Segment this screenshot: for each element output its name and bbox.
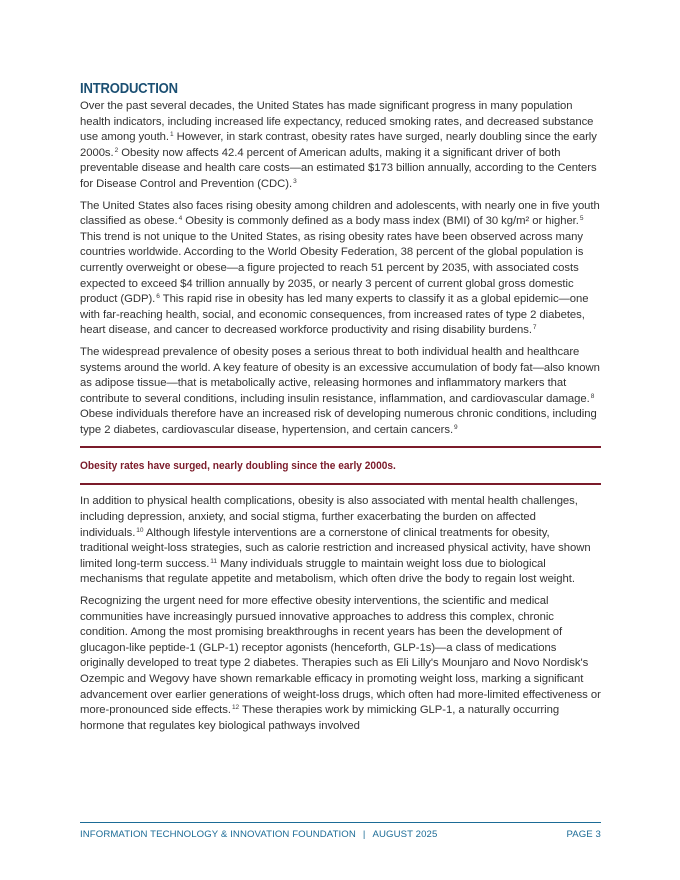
footer-left — [80, 829, 437, 840]
footnote-ref[interactable]: 5 — [579, 215, 584, 223]
paragraphs-after — [80, 494, 601, 734]
pullquote-text: Obesity rates have surged, nearly doubling since the early 2000s. — [80, 460, 396, 473]
footnote-ref[interactable]: 4 — [178, 215, 183, 223]
paragraph-text: Obese individuals therefore have an increased risk of developing numerous chronic conditions, including type 2 diabetes, cardiovascular disease, hypertension, and certain cancers. — [80, 408, 597, 436]
paragraph-text: In addition to physical health complications, obesity is also associated with mental health challenges, including depression, anxiety, and social stigma, further exacerbating the burden on affected individuals. — [80, 495, 578, 539]
paragraph-text: Recognizing the urgent need for more effective obesity interventions, the scientific and medical communities have increasingly pursued innovative approaches to address this complex, chronic condition. Among the most promising breakthroughs in recent years has been the development of glucagon-like peptide-1 (GLP-1) receptor agonists (henceforth, GLP-1s)—a class of medications originally developed to treat type 2 diabetes. Therapies such as Eli Lilly's Mounjaro and Novo Nordisk's Ozempic and Wegovy have shown remarkable efficacy in promoting weight loss, marking a significant advancement over earlier generations of weight-loss drugs, which often had more-limited effectiveness or more-pronounced side effects. — [80, 595, 601, 717]
page-footer — [80, 822, 601, 840]
paragraph-text: This trend is not unique to the United States, as rising obesity rates have been observed across many countries worldwide. According to the World Obesity Federation, 38 percent of the global population is currently overweight or obese—a figure projected to reach 51 percent by 2035, with associated costs expected to exceed $4 trillion annually by 2035, or nearly 3 percent of current global gross domestic product (GDP). — [80, 230, 584, 306]
page-number: PAGE 3 — [566, 829, 601, 840]
paragraph-text: However, in stark contrast, obesity rates have surged, nearly doubling since the early 2000s. — [80, 131, 597, 159]
footnote-ref[interactable]: 8 — [590, 392, 595, 400]
paragraph-text: Many individuals struggle to maintain weight loss due to biological mechanisms that regulate appetite and metabolism, which often drive the body to regain lost weight. — [80, 557, 575, 586]
footnote-ref[interactable]: 12 — [231, 704, 240, 712]
paragraph-text: This rapid rise in obesity has led many experts to classify it as a global epidemic—one with far-reaching health, social, and economic consequences, from increased rates of type 2 diabetes, heart disease, and cancer to decreased workforce productivity and rising disability burdens. — [80, 293, 589, 337]
paragraph-text: These therapies work by mimicking GLP-1, a naturally occurring hormone that regulates key biological pathways involved — [80, 704, 560, 732]
footnote-ref[interactable]: 10 — [136, 526, 144, 534]
body-paragraph — [80, 199, 601, 339]
footer-separator: | — [362, 829, 366, 840]
page-content — [80, 80, 601, 740]
footnote-ref[interactable]: 9 — [454, 423, 458, 431]
footnote-ref[interactable]: 11 — [210, 557, 217, 565]
footer-org: INFORMATION TECHNOLOGY & INNOVATION FOUNDATION — [80, 829, 356, 840]
paragraph-text: Obesity is commonly defined as a body mass index (BMI) of 30 kg/m² or higher. — [182, 215, 579, 228]
pullquote — [80, 446, 601, 485]
body-paragraph — [80, 345, 601, 439]
footnote-ref[interactable]: 7 — [532, 324, 537, 332]
paragraph-text: Over the past several decades, the United States has made significant progress in many population health indicators, including increased life expectancy, reduced smoking rates, and decreased substance use among youth. — [80, 100, 594, 144]
paragraph-text: The widespread prevalence of obesity poses a serious threat to both individual health and healthcare systems around the world. A key feature of obesity is an excessive accumulation of body fat—also known as adipose tissue—that is metabolically active, releasing hormones and inflammatory markers that contribute to several conditions, including insulin resistance, inflammation, and cardiovascular damage. — [80, 345, 600, 405]
paragraphs-before — [80, 99, 601, 438]
section-title: INTRODUCTION — [80, 81, 178, 97]
footnote-ref[interactable]: 6 — [156, 293, 160, 301]
footer-date: AUGUST 2025 — [372, 829, 438, 840]
body-paragraph — [80, 99, 601, 193]
paragraph-text: Obesity now affects 42.4 percent of American adults, making it a significant driver of both preventable disease and health care costs—an estimated $173 billion annually, according to the Centers for Disease Control and Prevention (CDC). — [80, 146, 597, 190]
body-paragraph — [80, 594, 601, 734]
footnote-ref[interactable]: 2 — [114, 146, 119, 154]
footnote-ref[interactable]: 1 — [170, 131, 174, 139]
body-paragraph — [80, 494, 601, 588]
paragraph-text: The United States also faces rising obesity among children and adolescents, with nearly one in five youth classified as obese. — [80, 199, 600, 228]
footnote-ref[interactable]: 3 — [293, 177, 297, 185]
paragraph-text: Although lifestyle interventions are a cornerstone of clinical treatments for obesity, traditional weight-loss strategies, such as calorie restriction and increased physical activity, have shown limited long-term success. — [80, 526, 591, 570]
